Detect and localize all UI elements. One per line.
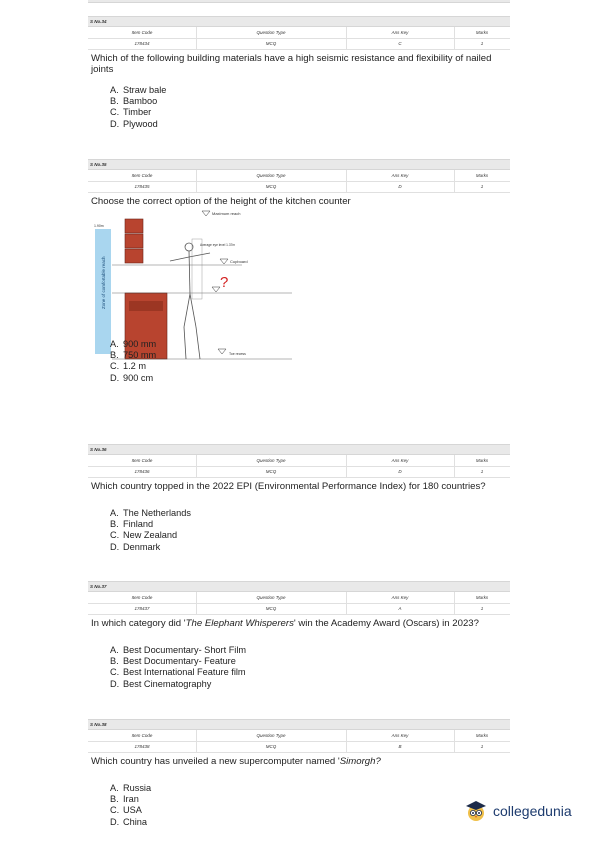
question-type-value: MCQ (265, 606, 277, 611)
item-code-header: Item Code (131, 595, 153, 600)
item-code-header: Item Code (131, 173, 153, 178)
ans-key-header: Ans Key (391, 733, 409, 738)
options-list (88, 645, 510, 690)
option-a: A. Best Documentary- Short Film (110, 645, 247, 655)
option-d: D. Plywood (110, 118, 158, 129)
sno-bar (88, 719, 510, 730)
brand-name: collegedunia (493, 803, 572, 819)
meta-table (88, 592, 510, 614)
cupboard-marker (220, 259, 228, 264)
meta-table (88, 730, 510, 752)
options-list (88, 339, 156, 384)
marks-value: 1 (480, 469, 484, 474)
option-a: A. The Netherlands (110, 508, 191, 518)
question-block-34 (88, 16, 510, 130)
option-a: A. 900 mm (110, 339, 157, 349)
meta-table (88, 455, 510, 477)
ans-key-value: A (398, 606, 402, 611)
option-c: C. New Zealand (110, 530, 178, 541)
option-c: C. 1.2 m (110, 361, 146, 372)
sno-bar (88, 159, 510, 170)
ans-key-header: Ans Key (391, 458, 409, 463)
item-code-header: Item Code (131, 30, 153, 35)
option-b: B. 750 mm (110, 350, 157, 361)
meta-table (88, 27, 510, 49)
marks-header: Marks (475, 173, 489, 178)
sno-bar (88, 16, 510, 27)
question-type-header: Question Type (256, 733, 286, 738)
question-type-header: Question Type (256, 30, 286, 35)
supercomputer-name: Simorgh? (339, 756, 381, 767)
wall-cabinet-3 (125, 249, 143, 263)
question-type-value: MCQ (265, 184, 277, 189)
max-reach-label: Maximum reach (212, 211, 241, 216)
question-text: Choose the correct option of the height of the kitchen counter (91, 196, 351, 207)
option-a: A. Russia (110, 783, 152, 793)
option-d: D. Best Cinematography (110, 678, 212, 689)
sno-label: S No.38 (90, 722, 107, 727)
marks-value: 1 (480, 184, 484, 189)
ans-key-header: Ans Key (391, 595, 409, 600)
item-code-header: Item Code (131, 733, 153, 738)
question-block-36 (88, 444, 510, 553)
options-list (88, 783, 510, 828)
item-code-value: 178437 (134, 606, 150, 611)
collegedunia-logo[interactable] (464, 799, 572, 823)
marks-value: 1 (480, 606, 484, 611)
question-block-37 (88, 581, 510, 690)
sno-label: S No.37 (90, 584, 107, 589)
counter-marker (212, 287, 220, 292)
options-list (88, 508, 510, 553)
marks-header: Marks (475, 458, 489, 463)
question-text: Which country topped in the 2022 EPI (Environmental Performance Index) for 180 countries? (91, 481, 486, 492)
option-d: D. 900 cm (110, 372, 154, 383)
marks-header: Marks (475, 30, 489, 35)
item-code-value: 178436 (134, 469, 150, 474)
item-code-header: Item Code (131, 458, 153, 463)
question-block-35 (88, 159, 510, 383)
option-c: C. USA (110, 805, 142, 816)
option-b: B. Best Documentary- Feature (110, 656, 236, 667)
graduate-owl-icon (464, 799, 488, 823)
ans-key-header: Ans Key (391, 173, 409, 178)
ans-key-value: C (398, 41, 402, 46)
sno-label: S No.36 (90, 447, 107, 452)
marks-value: 1 (480, 41, 484, 46)
question-text: Which of the following building materials have a high seismic resistance and flexibility of nailed joints (91, 53, 492, 75)
film-title: The Elephant Whisperers (185, 618, 294, 629)
eye-level-label: Average eye level 1.37m (200, 243, 236, 247)
question-type-value: MCQ (265, 41, 277, 46)
option-b: B. Finland (110, 519, 154, 530)
toe-recess-label: Toe recess (229, 352, 246, 356)
question-text: In which category did 'The Elephant Whisperers' win the Academy Award (Oscars) in 2023? (91, 618, 479, 629)
question-block-38 (88, 719, 510, 828)
question-type-value: MCQ (265, 744, 277, 749)
option-b: B. Bamboo (110, 96, 158, 107)
question-text: Which country has unveiled a new supercomputer named 'Simorgh? (91, 756, 381, 767)
previous-section-bar (88, 0, 510, 3)
sno-bar (88, 444, 510, 455)
ans-key-header: Ans Key (391, 30, 409, 35)
meta-table (88, 170, 510, 192)
option-d: D. Denmark (110, 541, 161, 552)
option-d: D. China (110, 816, 148, 827)
zone-label: Zone of comfortable reach (101, 256, 106, 309)
wall-cabinet-2 (125, 234, 143, 248)
option-b: B. Iran (110, 794, 139, 805)
item-code-value: 178434 (134, 41, 150, 46)
sno-label: S No.35 (90, 162, 107, 167)
item-code-value: 178435 (134, 184, 150, 189)
human-figure (170, 239, 210, 359)
question-mark: ? (220, 274, 229, 291)
max-reach-marker (202, 211, 210, 216)
marks-value: 1 (480, 744, 484, 749)
question-type-value: MCQ (265, 469, 277, 474)
question-type-header: Question Type (256, 458, 286, 463)
option-c: C. Timber (110, 107, 152, 118)
item-code-value: 178438 (134, 744, 150, 749)
wall-cabinet-1 (125, 219, 143, 233)
drawer (129, 301, 163, 311)
ans-key-value: D (398, 469, 402, 474)
top-dimension: 1.90m (94, 224, 104, 228)
toe-recess-marker (218, 349, 226, 354)
ans-key-value: D (398, 184, 402, 189)
option-a: A. Straw bale (110, 85, 167, 95)
cupboard-label: Cupboard (230, 259, 248, 264)
marks-header: Marks (475, 595, 489, 600)
ans-key-value: B (398, 744, 402, 749)
options-list (88, 85, 510, 130)
sno-label: S No.34 (90, 19, 107, 24)
sno-bar (88, 581, 510, 592)
question-type-header: Question Type (256, 173, 286, 178)
marks-header: Marks (475, 733, 489, 738)
question-type-header: Question Type (256, 595, 286, 600)
option-c: C. Best International Feature film (110, 667, 246, 678)
